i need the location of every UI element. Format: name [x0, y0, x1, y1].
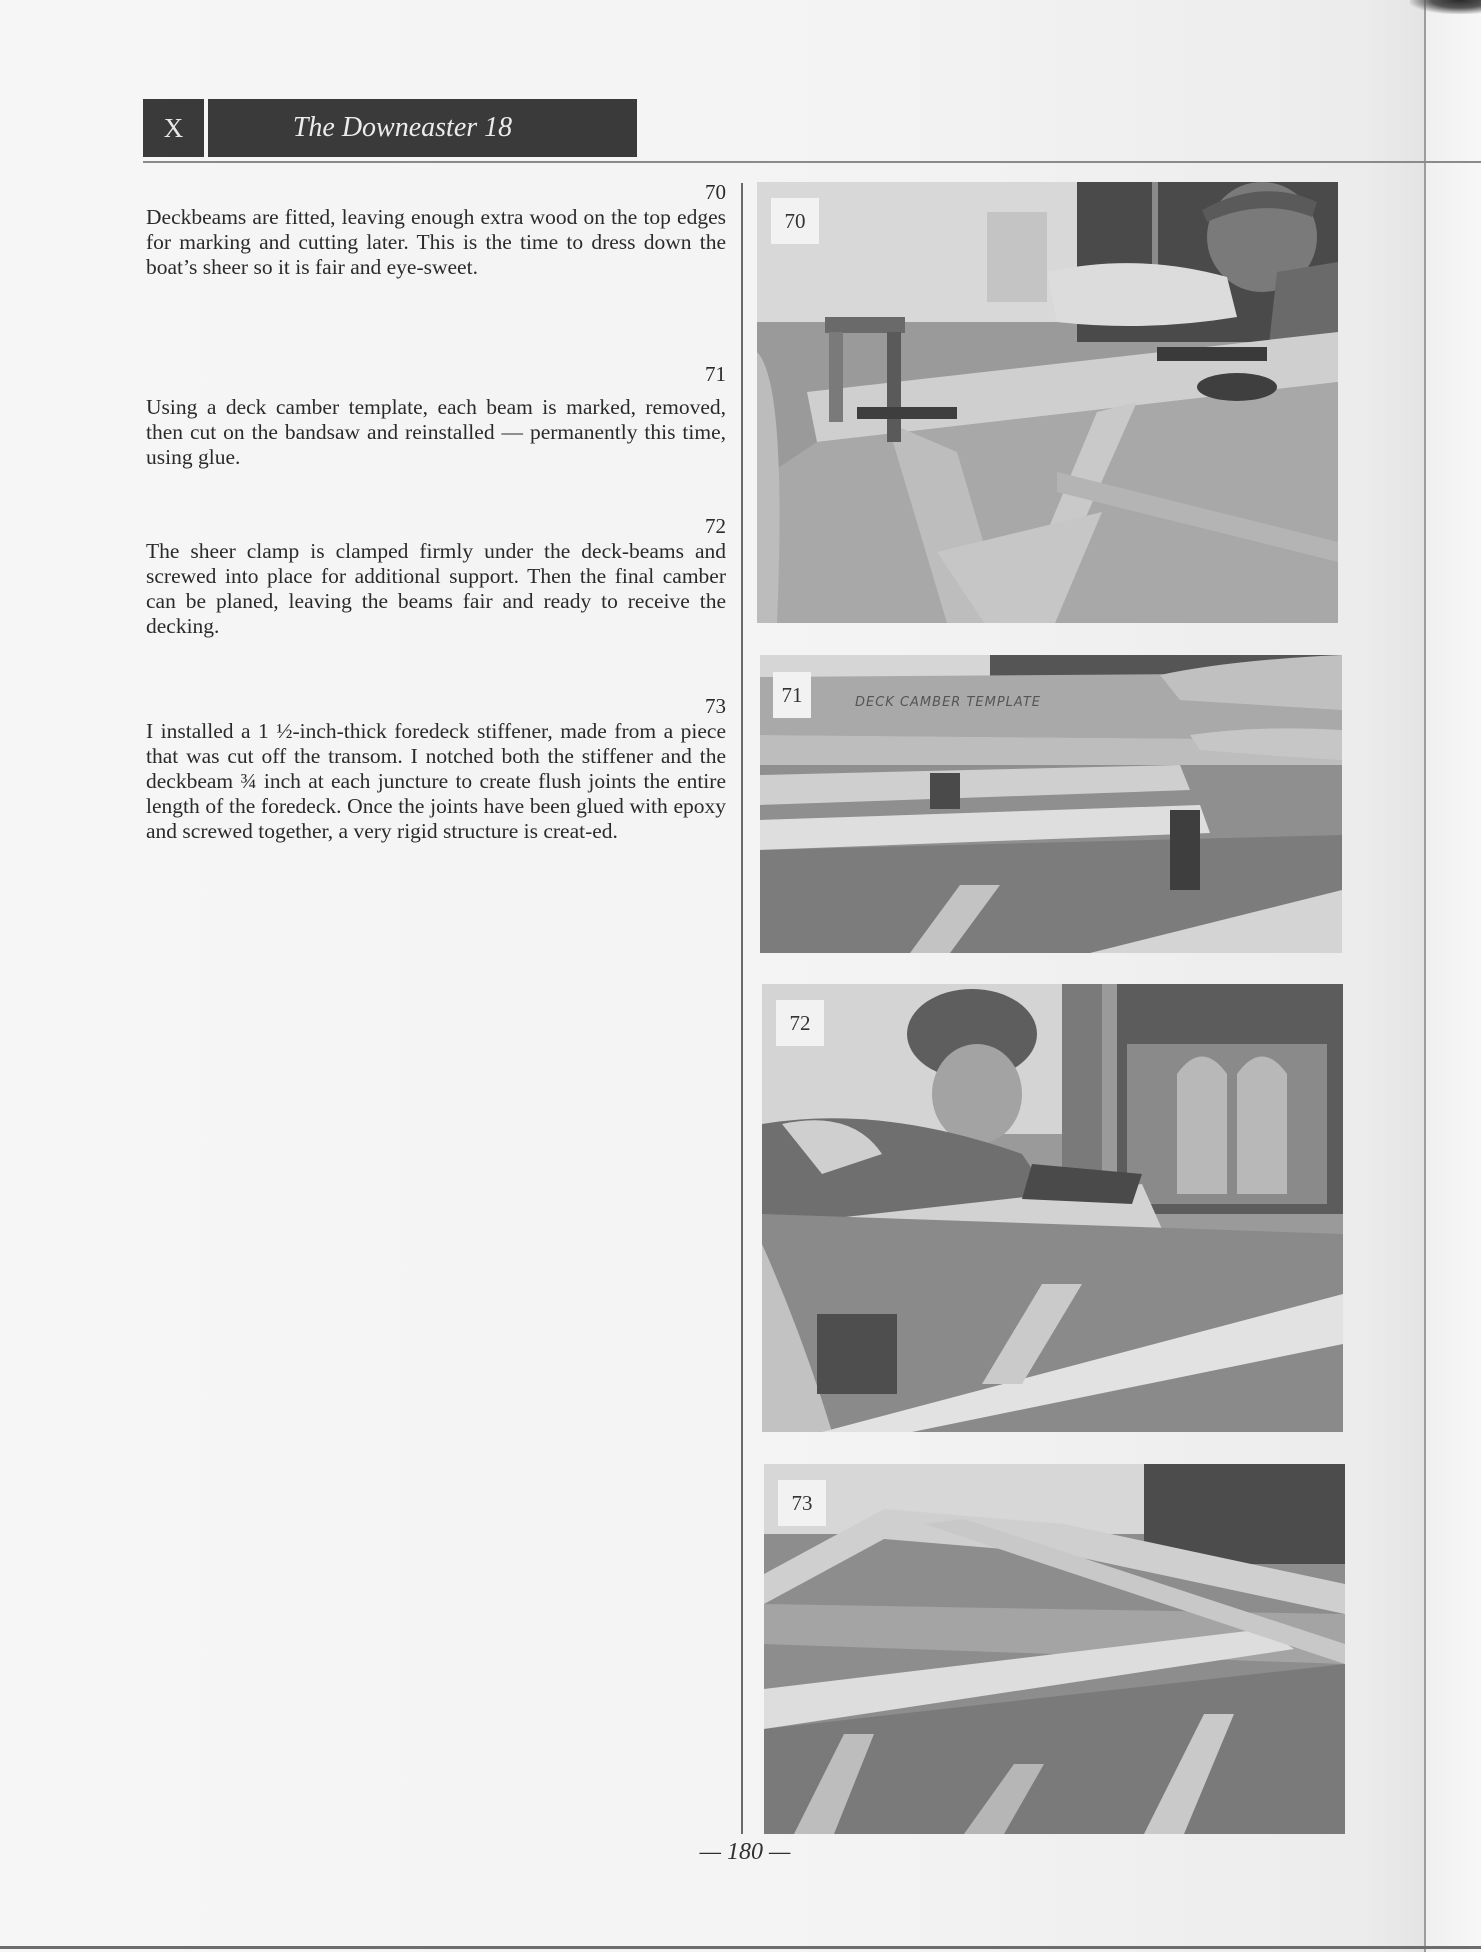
photo-72 — [762, 984, 1343, 1432]
step-text: I installed a 1 ½-inch-thick foredeck stiffener, made from a piece that was cut off the transom. I notched both the stiffener and the deckbeam ¾ inch at each juncture to create flush joints the entire length of the foredeck. Once the joints have been glued with epoxy and screwed together, a very rigid structure is creat-ed. — [146, 719, 726, 843]
photo-71-image — [760, 655, 1342, 953]
step-number: 71 — [705, 362, 726, 386]
photo-label: 72 — [776, 1000, 824, 1046]
step-71 — [146, 362, 726, 470]
step-72 — [146, 514, 726, 639]
step-text: Using a deck camber template, each beam is marked, removed, then cut on the bandsaw and reinstalled — permanently this time, using glue. — [146, 395, 726, 469]
photo-label: 73 — [778, 1480, 826, 1526]
book-spine-shadow — [1424, 0, 1426, 1952]
header-rule — [143, 161, 1481, 163]
chapter-number-box: X — [143, 99, 204, 157]
step-73 — [146, 694, 726, 844]
step-number: 72 — [705, 514, 726, 538]
photo-70-image — [757, 182, 1338, 623]
scan-edge-shadow — [1410, 0, 1481, 14]
photo-73-image — [764, 1464, 1345, 1834]
photo-71 — [760, 655, 1342, 953]
template-handwriting: DECK CAMBER TEMPLATE — [855, 695, 1041, 710]
step-text: Deckbeams are fitted, leaving enough extra wood on the top edges for marking and cutting later. This is the time to dress down the boat’s sheer so it is fair and eye-sweet. — [146, 205, 726, 279]
step-number: 73 — [705, 694, 726, 718]
photo-73 — [764, 1464, 1345, 1834]
scan-bottom-edge — [0, 1946, 1481, 1949]
step-number: 70 — [705, 180, 726, 204]
photo-label: 71 — [773, 672, 811, 718]
column-divider — [741, 183, 743, 1834]
photo-72-image — [762, 984, 1343, 1432]
running-header-title: The Downeaster 18 — [208, 99, 637, 157]
step-70 — [146, 180, 726, 280]
page-number: — 180 — — [699, 1839, 791, 1865]
photo-label: 70 — [771, 198, 819, 244]
step-text: The sheer clamp is clamped firmly under the deck-beams and screwed into place for additional support. Then the final camber can be planed, leaving the beams fair and ready to receive the decking. — [146, 539, 726, 638]
photo-70 — [757, 182, 1338, 623]
